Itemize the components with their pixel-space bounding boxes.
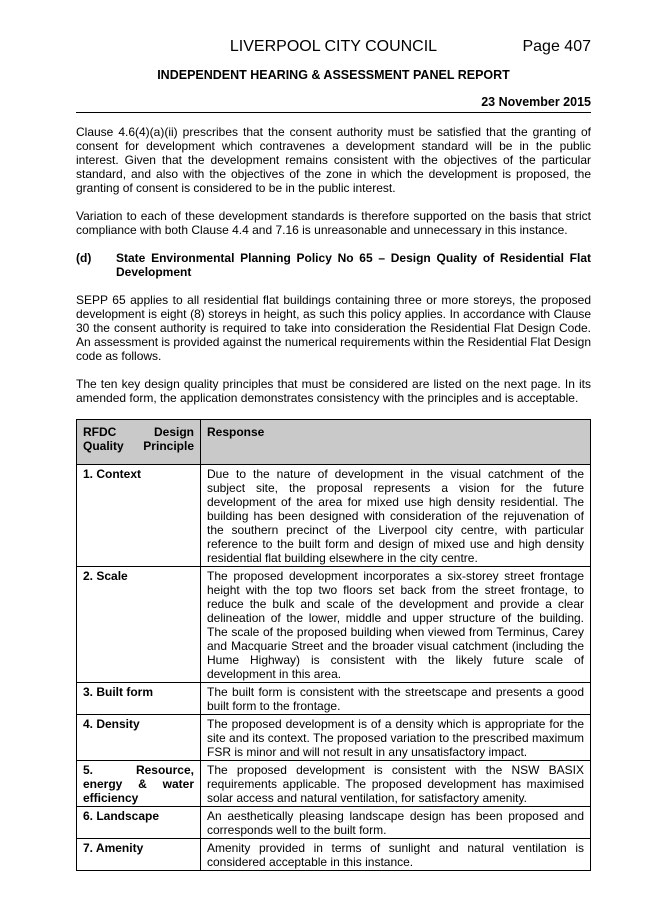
table-row: [77, 761, 591, 807]
section-title: State Environmental Planning Policy No 65 – Design Quality of Residential Flat Development: [116, 251, 591, 279]
response-cell: The built form is consistent with the streetscape and presents a good built form to the frontage.: [201, 683, 591, 715]
section-heading: [76, 251, 591, 279]
response-cell: Amenity provided in terms of sunlight and natural ventilation is considered acceptable in this instance.: [201, 839, 591, 871]
response-cell: The proposed development is consistent with the NSW BASIX requirements applicable. The proposed development has maximised solar access and natural ventilation, for satisfactory amenity.: [201, 761, 591, 807]
report-title: INDEPENDENT HEARING & ASSESSMENT PANEL REPORT: [157, 68, 510, 82]
paragraph-sepp65: SEPP 65 applies to all residential flat buildings containing three or more storeys, the proposed development is eight (8) storeys in height, as such this policy applies. In accordance with Clause 30 the consent authority is required to take into consideration the Residential Flat Design Code. An assessment is provided against the numerical requirements within the Residential Flat Design code as follows.: [76, 293, 591, 363]
response-cell: The proposed development incorporates a six-storey street frontage height with the top two floors set back from the street frontage, to reduce the bulk and scale of the development and provide a clear delineation of the lower, middle and upper structure of the building. The scale of the proposed building when viewed from Terminus, Carey and Macquarie Street and the broader visual catchment (including the Hume Highway) is consistent with the likely future scale of development in this area.: [201, 567, 591, 683]
page-number: Page 407: [522, 38, 591, 55]
column-header-response: Response: [201, 420, 591, 465]
document-body: [76, 125, 591, 871]
response-cell: The proposed development is of a density which is appropriate for the site and its context. The proposed variation to the prescribed maximum FSR is minor and will not result in any unsatisfactory impact.: [201, 715, 591, 761]
principle-cell: 1. Context: [77, 465, 201, 567]
response-cell: An aesthetically pleasing landscape design has been proposed and corresponds well to the built form.: [201, 807, 591, 839]
principle-cell: 2. Scale: [77, 567, 201, 683]
response-cell: Due to the nature of development in the visual catchment of the subject site, the proposal represents a vision for the future development of the area for mixed use high density residential. The building has been designed with consideration of the rejuvenation of the southern precinct of the Liverpool city centre, with particular reference to the built form and design of mixed use and high density residential flat building elsewhere in the city centre.: [201, 465, 591, 567]
principle-cell: 4. Density: [77, 715, 201, 761]
principle-cell: 7. Amenity: [77, 839, 201, 871]
paragraph-variation: Variation to each of these development standards is therefore supported on the basis that strict compliance with both Clause 4.4 and 7.16 is unreasonable and unnecessary in this instance.: [76, 209, 591, 237]
principle-cell: 5. Resource, energy & water efficiency: [77, 761, 201, 807]
council-name: LIVERPOOL CITY COUNCIL: [229, 38, 438, 55]
column-header-principle: RFDC Design Quality Principle: [77, 420, 201, 465]
table-row: [77, 715, 591, 761]
rfdc-table: [76, 419, 591, 871]
principle-cell: 3. Built form: [77, 683, 201, 715]
section-number: (d): [76, 251, 92, 265]
report-date: 23 November 2015: [481, 95, 591, 109]
paragraph-principles: The ten key design quality principles that must be considered are listed on the next page. In its amended form, the application demonstrates consistency with the principles and is acceptable.: [76, 377, 591, 405]
table-row: [77, 683, 591, 715]
header-rule: [76, 112, 591, 113]
principle-cell: 6. Landscape: [77, 807, 201, 839]
table-row: [77, 807, 591, 839]
table-row: [77, 839, 591, 871]
table-header-row: [77, 420, 591, 465]
table-row: [77, 465, 591, 567]
table-row: [77, 567, 591, 683]
paragraph-clause-4-6: Clause 4.6(4)(a)(ii) prescribes that the consent authority must be satisfied that the granting of consent for development which contravenes a development standard will be in the public interest. Given that the development remains consistent with the objectives of the particular standard, and also with the objectives of the zone in which the development is proposed, the granting of consent is considered to be in the public interest.: [76, 125, 591, 195]
